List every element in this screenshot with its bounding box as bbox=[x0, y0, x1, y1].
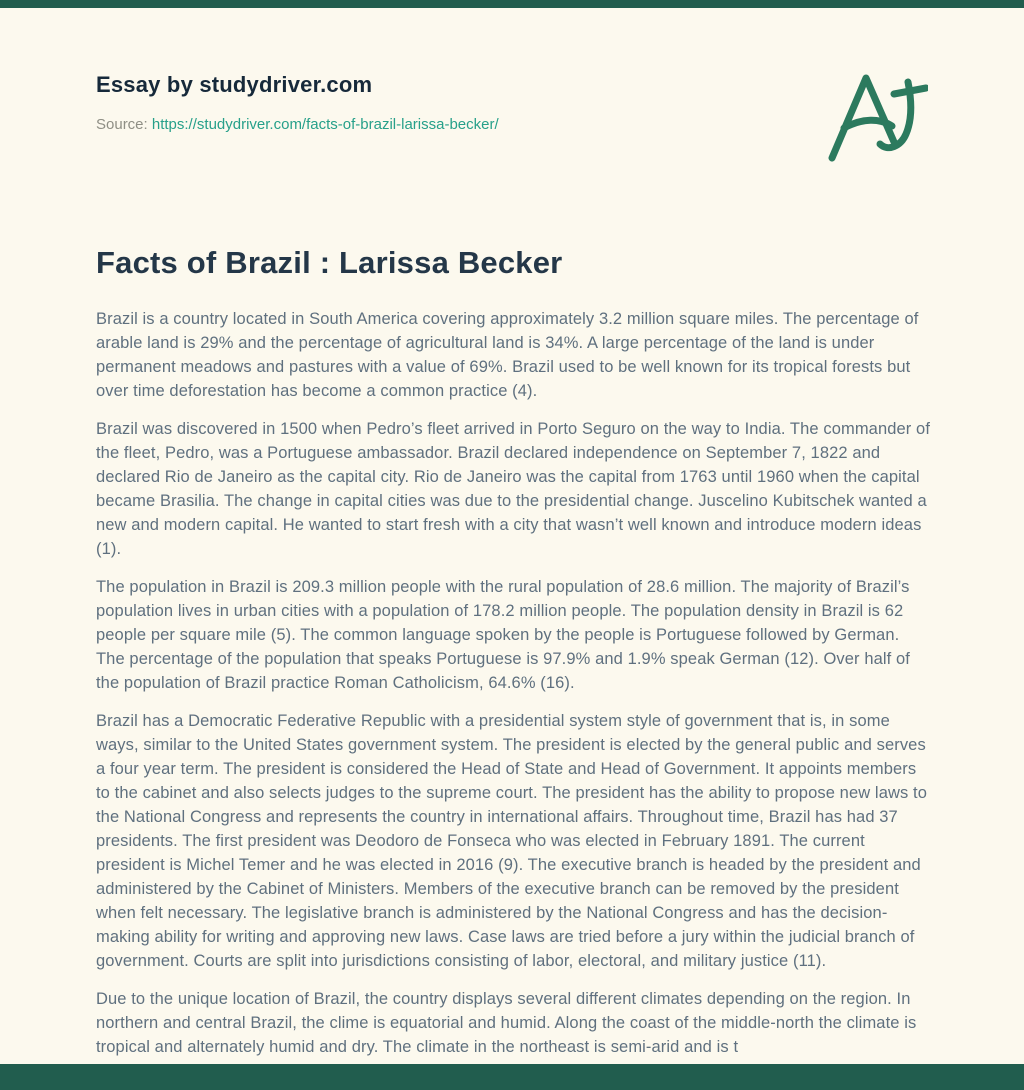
source-url-link[interactable]: https://studydriver.com/facts-of-brazil-larissa-becker/ bbox=[151, 116, 499, 133]
paragraph-geography: Brazil is a country located in South America covering approximately 3.2 million square miles. The percentage of arable land is 29% and the percentage of agricultural land is 34%. A large percentage of the land is under permanent meadows and pastures with a value of 69%. Brazil used to be well known for its tropical forests but over time deforestation has become a common practice (4). bbox=[96, 310, 919, 400]
paragraph-government: Brazil has a Democratic Federative Republic with a presidential system style of government that is, in some ways, similar to the United States government system. The president is elected by the general public and serves a four year term. The president is considered the Head of State and Head of Government. It appoints members to the cabinet and also selects judges to the supreme court. The president has the ability to propose new laws to the National Congress and represents the country in international affairs. Throughout time, Brazil has had 37 presidents. The first president was Deodoro de Fonseca who was elected in February 1891. The current president is Michel Temer and he was elected in 2016 (9). The executive branch is headed by the president and administered by the Cabinet of Ministers. Members of the executive branch can be removed by the president when felt necessary. The legislative branch is administered by the National Congress and has the decision-making ability for writing and approving new laws. Case laws are tried before a jury within the judicial branch of government. Courts are split into jurisdictions consisting of labor, electoral, and military justice (11). bbox=[96, 712, 927, 970]
site-title: Essay by studydriver.com bbox=[96, 72, 373, 97]
bottom-accent-bar bbox=[0, 1064, 1024, 1090]
article-body bbox=[96, 307, 932, 1059]
paragraph-history: Brazil was discovered in 1500 when Pedro’s fleet arrived in Porto Seguro on the way to India. The commander of the fleet, Pedro, was a Portuguese ambassador. Brazil declared independence on September 7, 1822 and declared Rio de Janeiro as the capital city. Rio de Janeiro was the capital from 1763 until 1960 when the capital became Brasilia. The change in capital cities was due to the presidential change. Juscelino Kubitschek wanted a new and modern capital. He wanted to start fresh with a city that wasn’t well known and introduce modern ideas (1). bbox=[96, 420, 931, 558]
paragraph-population: The population in Brazil is 209.3 million people with the rural population of 28.6 million. The majority of Brazil’s population lives in urban cities with a population of 178.2 million people. The population density in Brazil is 62 people per square mile (5). The common language spoken by the people is Portuguese followed by German. The percentage of the population that speaks Portuguese is 97.9% and 1.9% speak German (12). Over half of the population of Brazil practice Roman Catholicism, 64.6% (16). bbox=[96, 578, 910, 692]
paragraph-climate: Due to the unique location of Brazil, the country displays several different climates depending on the region. In northern and central Brazil, the clime is equatorial and humid. Along the coast of the middle-north the climate is tropical and alternately humid and dry. The climate in the northeast is semi-arid and is t bbox=[96, 990, 917, 1056]
source-line bbox=[96, 116, 928, 133]
article-title: Facts of Brazil : Larissa Becker bbox=[96, 245, 563, 280]
source-label: Source: bbox=[96, 116, 148, 133]
studydriver-logo-icon bbox=[824, 68, 928, 164]
